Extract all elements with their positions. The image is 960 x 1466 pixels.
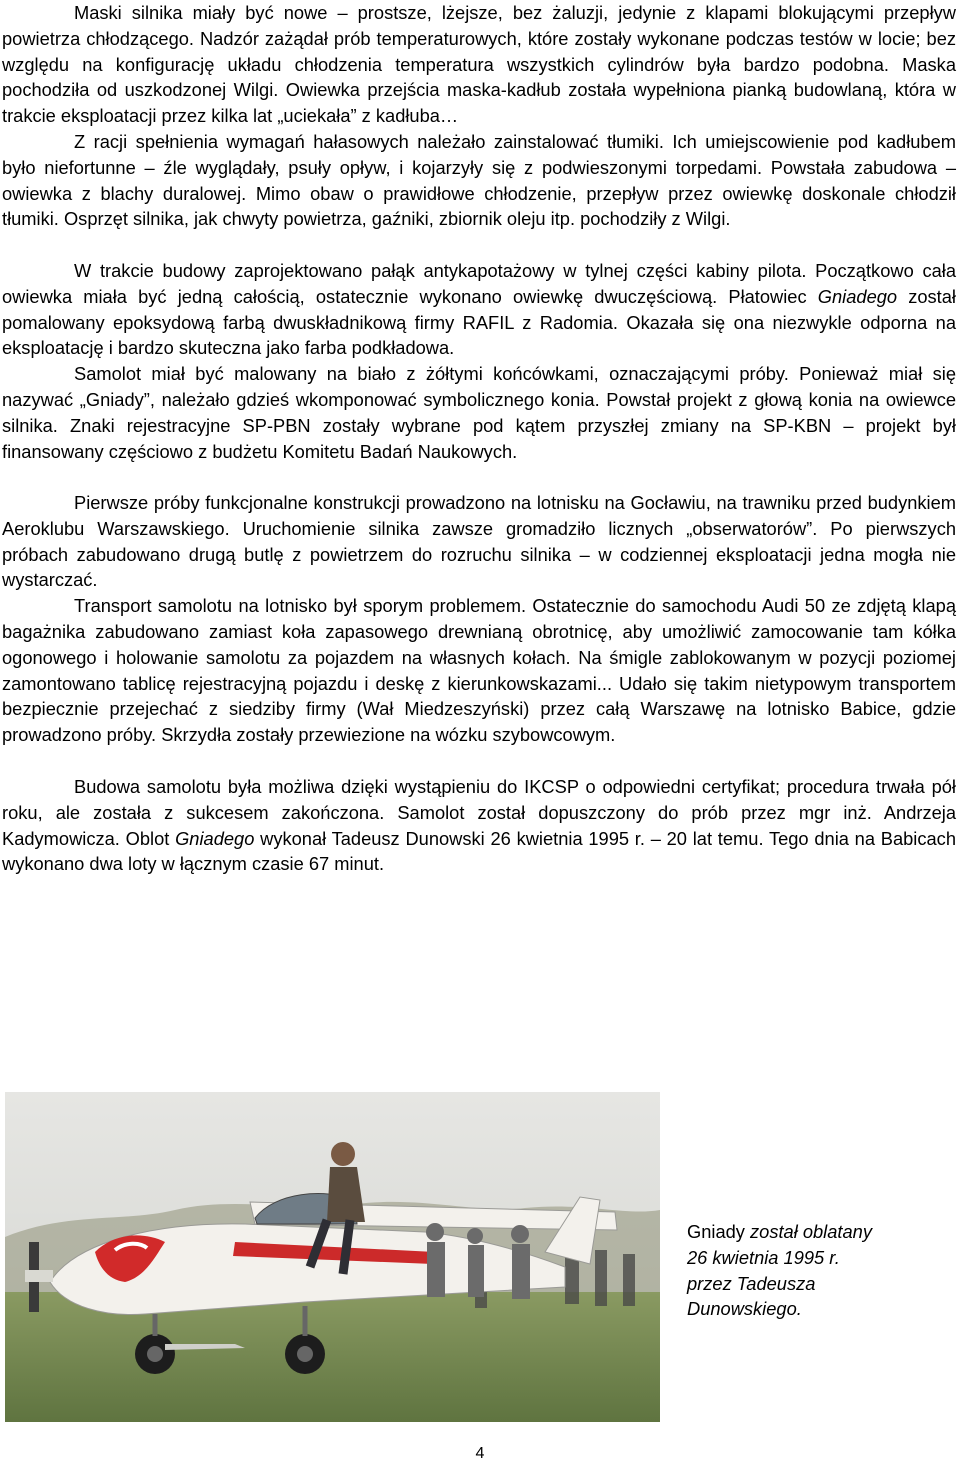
caption-line-3: przez Tadeusza [687,1272,816,1294]
aircraft-photo [5,1092,660,1422]
caption-line-1: Gniady został oblatany [687,1221,872,1242]
paragraph-paint-scheme: Samolot miał być malowany na biało z żółtymi końcówkami, oznaczającymi próby. Ponieważ miał się nazywać „Gniady”, należało gdzieś wkomponować symbolicznego konia. Powstał projekt z głową konia na owiewce silnika. Znaki rejestracyjne SP-PBN zostały wybrane pod kątem przyszłej zmiany na SP-KBN – projekt był finansowany częściowo z budżetu Komitetu Badań Naukowych. [2,363,956,462]
paragraph-transport: Transport samolotu na lotnisko był sporym problemem. Ostatecznie do samochodu Audi 50 ze zdjętą klapą bagażnika zabudowano zamiast koła zapasowego drewnianą obrotnicę, aby umożliwić zamocowanie tam kółka ogonowego i holowanie samolotu za pojazdem na własnych kołach. Na śmigle zablokowanym w pozycji poziomej zamontowano tablicę rejestracyjną pojazdu i deskę z kierunkowskazami... Udało się takim nietypowym transportem bezpiecznie przejechać z siedziby firmy (Wał Miedzeszyński) przez całą Warszawę na lotnisko Babice, gdzie prowadzono próby. Skrzydła zostały przewiezione na wózku szybowcowym. [2,595,956,746]
paragraph-engine-cowling: Maski silnika miały być nowe – prostsze, lżejsze, bez żaluzji, jedynie z klapami blokującymi przepływ powietrza chłodzącego. Nadzór zażądał prób temperaturowych, które zostały wykonane podczas testów w locie; bez względu na konfigurację układu chłodzenia temperatura wszystkich cylindrów była bardzo podobna. Maska pochodziła od uszkodzonej Wilgi. Owiewka przejścia maska-kadłub została wypełniona pianką budowlaną, która w trakcie eksploatacji przez kilka lat „uciekała” z kadłuba… [2,2,956,127]
aircraft-photo-illustration [5,1092,660,1422]
caption-line-2: 26 kwietnia 1995 r. [687,1246,840,1268]
text-block-4 [2,774,956,877]
paragraph-rollover-bar: W trakcie budowy zaprojektowano pałąk antykapotażowy w tylnej części kabiny pilota. Początkowo cała owiewka miała być jedną całością, ostatecznie wykonano owiewkę dwuczęściową. Płatowiec Gniadego został pomalowany epoksydową farbą dwuskładnikową firmy RAFIL z Radomia. Okazała się ona niezwykle odporna na eksploatację i bardzo skuteczna jako farba podkładowa. [2,260,956,359]
text-block-2 [2,258,956,464]
text-block-3 [2,490,956,748]
page-number: 4 [475,1445,485,1462]
paragraph-first-tests: Pierwsze próby funkcjonalne konstrukcji prowadzono na lotnisku na Gocławiu, na trawniku przed budynkiem Aeroklubu Warszawskiego. Uruchomienie silnika zawsze gromadziło licznych „obserwatorów”. Po pierwszych próbach zabudowano drugą butlę z powietrzem do rozruchu silnika – w codziennej eksploatacji jedna mogła nie wystarczać. [2,492,956,591]
paragraph-silencers: Z racji spełnienia wymagań hałasowych należało zainstalować tłumiki. Ich umiejscowienie pod kadłubem było niefortunne – źle wyglądały, psuły opływ, i kojarzyły się z podwieszonymi torpedami. Powstała zabudowa – owiewka z blachy duralowej. Mimo obaw o prawidłowe chłodzenie, przepływ przez owiewkę doskonale chłodził tłumiki. Osprzęt silnika, jak chwyty powietrza, gaźniki, zbiornik oleju itp. pochodziły z Wilgi. [2,130,956,230]
caption-line-4: Dunowskiego. [687,1298,802,1320]
text-block-1 [2,0,956,232]
photo-caption [687,1219,947,1322]
paragraph-certification: Budowa samolotu była możliwa dzięki wystąpieniu do IKCSP o odpowiedni certyfikat; procedura trwała pół roku, ale została z sukcesem zakończona. Samolot został dopuszczony do prób przez mgr inż. Andrzeja Kadymowicza. Oblot Gniadego wykonał Tadeusz Dunowski 26 kwietnia 1995 r. – 20 lat temu. Tego dnia na Babicach wykonano dwa loty w łącznym czasie 67 minut. [2,776,956,875]
